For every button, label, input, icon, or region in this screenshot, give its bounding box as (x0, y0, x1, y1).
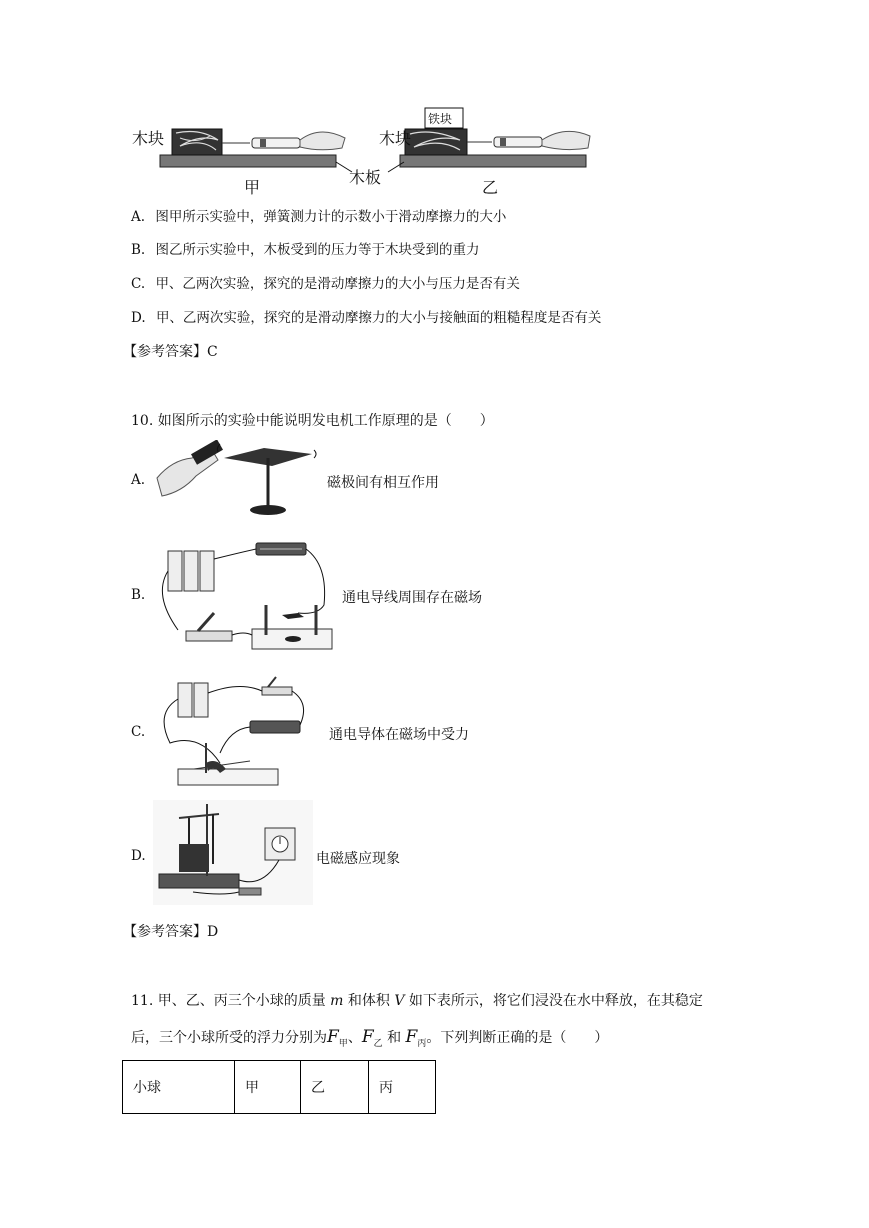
table-header-cell: 乙 (301, 1061, 369, 1114)
q11-stem-line2 (131, 1027, 608, 1049)
answer-value: D (207, 924, 219, 940)
option-letter: D. (131, 310, 146, 326)
symbol-v: V (394, 993, 405, 1009)
q11-text: 11. 甲、乙、丙三个小球的质量 (131, 993, 331, 1009)
option-letter: C. (131, 276, 146, 292)
option-letter: A. (131, 209, 146, 225)
table-row (123, 1061, 436, 1114)
q9-option-d (131, 306, 601, 326)
q10-option-c-letter: C. (131, 724, 146, 740)
symbol-f: F (405, 1027, 418, 1047)
q10-option-a-figure (152, 440, 322, 522)
q10-answer (123, 921, 218, 941)
answer-label: 【参考答案】 (123, 924, 207, 940)
option-text: 甲、乙两次实验，探究的是滑动摩擦力的大小与接触面的粗糙程度是否有关 (155, 310, 602, 326)
motor-principle-drawing (150, 673, 330, 793)
q10-option-a-letter: A. (131, 472, 146, 488)
q10-option-c-figure (150, 673, 330, 797)
label-wood-block-right: 木块 (379, 129, 412, 148)
option-text: 甲、乙两次实验，探究的是滑动摩擦力的大小与压力是否有关 (155, 276, 520, 292)
q11-text: 。下列判断正确的是（ ） (426, 1030, 609, 1046)
oersted-circuit-drawing (148, 535, 338, 655)
answer-value: C (207, 344, 218, 360)
q11-text: 和体积 (343, 993, 395, 1009)
label-wood-block-left: 木块 (132, 129, 165, 148)
q10-option-d-figure (153, 800, 313, 909)
label-board: 木板 (349, 168, 382, 187)
q10-stem: 10. 如图所示的实验中能说明发电机工作原理的是（ ） (131, 413, 494, 429)
q11-stem-line1 (131, 990, 703, 1010)
q9-option-b (131, 238, 480, 258)
q10-option-b-caption: 通电导线周围存在磁场 (342, 590, 482, 606)
q9-option-a (131, 205, 506, 225)
answer-label: 【参考答案】 (123, 344, 207, 360)
magnet-compass-drawing (152, 440, 322, 518)
option-letter: B. (131, 242, 146, 258)
q9-answer (123, 341, 218, 361)
table-header-cell: 丙 (369, 1061, 436, 1114)
subscript-bing: 丙 (417, 1038, 427, 1049)
q10-option-c-caption: 通电导体在磁场中受力 (329, 727, 469, 743)
q10-option-a-caption: 磁极间有相互作用 (327, 475, 439, 491)
label-jia: 甲 (244, 178, 261, 197)
q10-option-d-letter: D. (131, 848, 146, 864)
q11-text: 和 (382, 1030, 406, 1046)
symbol-f: F (361, 1027, 374, 1047)
option-text: 图甲所示实验中，弹簧测力计的示数小于滑动摩擦力的大小 (155, 209, 507, 225)
q11-text: 如下表所示，将它们浸没在水中释放，在其稳定 (404, 993, 703, 1009)
q11-text: 、 (347, 1030, 362, 1046)
option-text: 图乙所示实验中，木板受到的压力等于木块受到的重力 (155, 242, 480, 258)
q10-option-d-caption: 电磁感应现象 (316, 851, 400, 867)
subscript-yi: 乙 (373, 1038, 383, 1049)
label-iron-block: 铁块 (428, 112, 453, 126)
table-header-cell: 小球 (123, 1061, 235, 1114)
symbol-f: F (327, 1027, 339, 1047)
q11-table (122, 1060, 436, 1114)
electromagnetic-induction-drawing (153, 800, 313, 905)
label-yi: 乙 (482, 178, 499, 197)
q10-option-b-figure (148, 535, 338, 659)
q9-option-c (131, 272, 520, 292)
q11-text: 后，三个小球所受的浮力分别为 (131, 1030, 327, 1046)
subscript-jia: 甲 (338, 1038, 348, 1049)
symbol-m: m (330, 993, 344, 1009)
q10-option-b-letter: B. (131, 587, 146, 603)
table-header-cell: 甲 (235, 1061, 301, 1114)
